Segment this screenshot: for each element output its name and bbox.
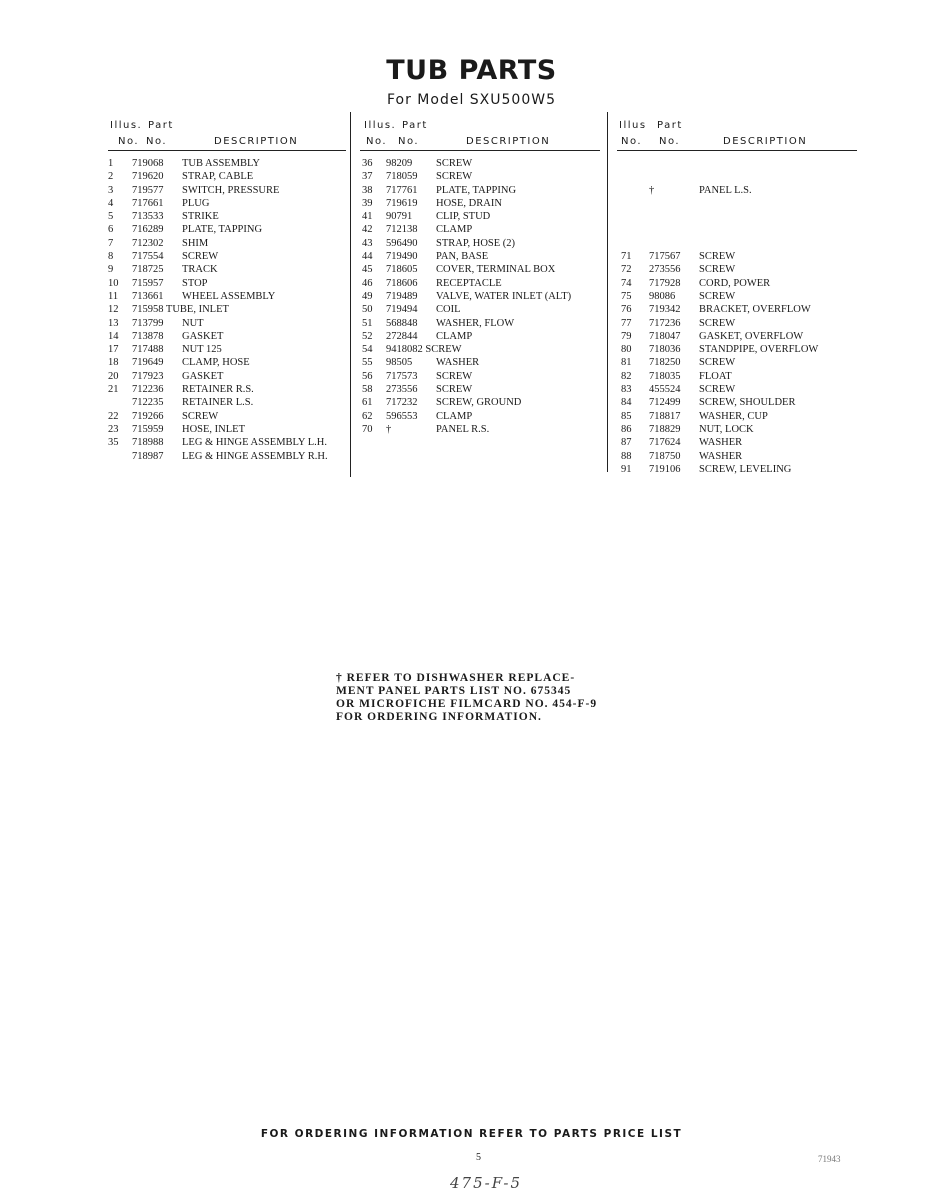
part-row — [108, 344, 346, 357]
illus-number: 20 — [108, 370, 119, 382]
part-number: 719620 — [132, 171, 164, 183]
part-row — [617, 344, 857, 357]
illus-number: 81 — [621, 357, 632, 369]
part-description: WASHER, FLOW — [436, 317, 515, 329]
part-description: COIL — [436, 304, 461, 316]
illus-number: 22 — [108, 410, 119, 422]
part-row — [360, 264, 600, 277]
illus-number: 3 — [108, 184, 114, 196]
page-number: 5 — [476, 1152, 481, 1163]
part-description: SCREW — [436, 384, 473, 396]
header-no: No. — [398, 136, 420, 147]
part-description: GASKET, OVERFLOW — [699, 330, 804, 342]
column-header — [360, 118, 600, 152]
part-row — [360, 238, 600, 251]
parts-column-1 — [108, 118, 346, 464]
part-description: SCREW — [699, 357, 736, 369]
part-number: 719619 — [386, 197, 418, 209]
part-row — [617, 251, 857, 264]
part-description: SHIM — [182, 237, 209, 249]
header-part: Part — [402, 120, 428, 131]
part-number: 719494 — [386, 304, 418, 316]
illus-number: 45 — [362, 264, 373, 276]
part-number: 718750 — [649, 450, 681, 462]
illus-number: 85 — [621, 410, 632, 422]
header-rule — [617, 150, 857, 151]
part-description: STOP — [182, 277, 208, 289]
part-number: 715959 — [132, 423, 164, 435]
footnote-line: MENT PANEL PARTS LIST NO. 675345 — [336, 685, 572, 697]
part-description: PLATE, TAPPING — [436, 184, 517, 196]
column-divider — [607, 112, 608, 472]
part-row — [360, 411, 600, 424]
part-row — [617, 437, 857, 450]
illus-number: 54 — [362, 344, 373, 356]
part-row — [108, 384, 346, 397]
replacement-panel-footnote — [336, 672, 597, 724]
part-number: 719649 — [132, 357, 164, 369]
part-number: 712138 — [386, 224, 418, 236]
part-number: 568848 — [386, 317, 418, 329]
part-row — [108, 278, 346, 291]
part-description: SCREW, LEVELING — [699, 463, 792, 475]
part-number: 718036 — [649, 344, 681, 356]
part-row — [617, 318, 857, 331]
footnote-line: FOR ORDERING INFORMATION. — [336, 711, 542, 723]
part-row — [617, 371, 857, 384]
model-subtitle: For Model SXU500W5 — [386, 92, 556, 108]
part-number: 713878 — [132, 330, 164, 342]
parts-rows — [360, 158, 600, 437]
part-number: 717488 — [132, 344, 164, 356]
parts-column-2 — [360, 118, 600, 437]
part-row — [108, 264, 346, 277]
part-row — [360, 185, 600, 198]
part-row — [617, 224, 857, 237]
part-number: 717554 — [132, 251, 164, 263]
illus-number: 21 — [108, 384, 119, 396]
part-row — [108, 291, 346, 304]
part-number: 718606 — [386, 277, 418, 289]
part-description: SCREW — [436, 171, 473, 183]
illus-number: 4 — [108, 197, 114, 209]
footnote-line: † REFER TO DISHWASHER REPLACE- — [336, 672, 576, 684]
part-row — [617, 278, 857, 291]
illus-number: 13 — [108, 317, 119, 329]
illus-number: 5 — [108, 211, 114, 223]
part-number: 596490 — [386, 237, 418, 249]
part-row — [617, 397, 857, 410]
part-number: 718829 — [649, 423, 681, 435]
illus-number: 62 — [362, 410, 373, 422]
part-description: WASHER — [699, 450, 743, 462]
part-description: FLOAT — [699, 370, 732, 382]
part-number: 98086 — [649, 290, 676, 302]
part-description: SCREW — [436, 370, 473, 382]
illus-number: 83 — [621, 384, 632, 396]
part-row — [108, 224, 346, 237]
part-row — [617, 211, 857, 224]
part-number: 718988 — [132, 437, 164, 449]
illus-number: 51 — [362, 317, 373, 329]
part-description: SWITCH, PRESSURE — [182, 184, 280, 196]
part-row — [360, 304, 600, 317]
illus-number: 23 — [108, 423, 119, 435]
part-description: VALVE, WATER INLET (ALT) — [436, 290, 572, 302]
header-no: No. — [118, 136, 140, 147]
part-number: 712499 — [649, 397, 681, 409]
part-row — [108, 158, 346, 171]
part-number: 718987 — [132, 450, 164, 462]
part-number: 718047 — [649, 330, 681, 342]
part-number: 718725 — [132, 264, 164, 276]
header-no: No. — [366, 136, 388, 147]
column-header — [617, 118, 857, 152]
part-number: 717236 — [649, 317, 681, 329]
part-description: LEG & HINGE ASSEMBLY R.H. — [182, 450, 328, 462]
part-number: 718250 — [649, 357, 681, 369]
illus-number: 37 — [362, 171, 373, 183]
illus-number: 9 — [108, 264, 114, 276]
illus-number: 46 — [362, 277, 373, 289]
illus-number: 70 — [362, 423, 373, 435]
part-row — [617, 264, 857, 277]
part-row — [108, 451, 346, 464]
part-description: GASKET — [182, 330, 224, 342]
part-row — [360, 318, 600, 331]
part-description: GASKET — [182, 370, 224, 382]
part-row — [617, 357, 857, 370]
part-row — [108, 304, 346, 317]
handwritten-note: 475-F-5 — [450, 1174, 523, 1192]
page-title: TUB PARTS — [386, 55, 557, 86]
part-description: TUB ASSEMBLY — [182, 158, 261, 169]
part-row — [108, 371, 346, 384]
illus-number: 39 — [362, 197, 373, 209]
part-number: 719342 — [649, 304, 681, 316]
part-number: 712302 — [132, 237, 164, 249]
part-row — [360, 211, 600, 224]
part-description: HOSE, DRAIN — [436, 197, 502, 209]
part-description: CLAMP — [436, 410, 473, 422]
illus-number: 10 — [108, 277, 119, 289]
illus-number: 76 — [621, 304, 632, 316]
illus-number: 74 — [621, 277, 632, 289]
part-description: NUT 125 — [182, 344, 222, 356]
illus-number: 79 — [621, 330, 632, 342]
part-number: 712236 — [132, 384, 164, 396]
illus-number: 14 — [108, 330, 119, 342]
page-code: 71943 — [818, 1154, 841, 1164]
part-description: STANDPIPE, OVERFLOW — [699, 344, 819, 356]
part-row — [617, 384, 857, 397]
illus-number: 50 — [362, 304, 373, 316]
part-row — [617, 424, 857, 437]
part-description: WASHER, CUP — [699, 410, 768, 422]
part-number: 717624 — [649, 437, 681, 449]
part-number: 719266 — [132, 410, 164, 422]
illus-number: 35 — [108, 437, 119, 449]
part-row — [617, 198, 857, 211]
part-row — [617, 158, 857, 171]
part-description: RETAINER L.S. — [182, 397, 254, 409]
part-row — [108, 397, 346, 410]
part-row — [108, 211, 346, 224]
part-description: SCREW, GROUND — [436, 397, 522, 409]
part-row — [360, 344, 600, 357]
part-row — [108, 185, 346, 198]
part-number: 90791 — [386, 211, 413, 223]
part-number: 98209 — [386, 158, 413, 169]
header-rule — [360, 150, 600, 151]
illus-number: 58 — [362, 384, 373, 396]
part-row — [360, 397, 600, 410]
part-number: † — [649, 184, 655, 196]
part-row — [108, 318, 346, 331]
part-description: CLIP, STUD — [436, 211, 491, 223]
part-description: SCREW — [699, 264, 736, 276]
part-number: 9418082 SCREW — [386, 344, 462, 356]
part-description: CLAMP — [436, 224, 473, 236]
illus-number: 77 — [621, 317, 632, 329]
part-number: 713661 — [132, 290, 164, 302]
part-description: SCREW — [699, 317, 736, 329]
header-illus: Illus — [619, 120, 647, 131]
part-row — [360, 384, 600, 397]
part-description: TRACK — [182, 264, 218, 276]
part-row — [108, 357, 346, 370]
illus-number: 12 — [108, 304, 119, 316]
part-row — [360, 158, 600, 171]
part-row — [360, 224, 600, 237]
part-description: SCREW — [699, 290, 736, 302]
part-description: SCREW — [699, 251, 736, 263]
part-description: SCREW — [436, 158, 473, 169]
illus-number: 2 — [108, 171, 114, 183]
illus-number: 84 — [621, 397, 632, 409]
parts-rows — [617, 158, 857, 477]
part-number: 717761 — [386, 184, 418, 196]
part-description: STRAP, HOSE (2) — [436, 237, 516, 249]
part-description: PLATE, TAPPING — [182, 224, 263, 236]
header-illus: Illus. — [110, 120, 143, 131]
part-row — [360, 198, 600, 211]
illus-number: 7 — [108, 237, 114, 249]
illus-number: 17 — [108, 344, 119, 356]
illus-number: 42 — [362, 224, 373, 236]
header-description: DESCRIPTION — [466, 136, 551, 147]
part-description: PANEL L.S. — [699, 184, 752, 196]
header-no: No. — [621, 136, 643, 147]
illus-number: 36 — [362, 158, 373, 169]
part-row — [617, 171, 857, 184]
part-description: COVER, TERMINAL BOX — [436, 264, 556, 276]
illus-number: 61 — [362, 397, 373, 409]
header-no: No. — [146, 136, 168, 147]
part-number: † — [386, 423, 392, 435]
part-description: SCREW, SHOULDER — [699, 397, 796, 409]
part-row — [360, 171, 600, 184]
illus-number: 11 — [108, 290, 119, 302]
part-number: 715958 TUBE, INLET — [132, 304, 229, 316]
part-number: 719068 — [132, 158, 164, 169]
ordering-footer: FOR ORDERING INFORMATION REFER TO PARTS PRICE LIST — [260, 1128, 683, 1140]
part-row — [360, 291, 600, 304]
part-description: PAN, BASE — [436, 251, 489, 263]
illus-number: 82 — [621, 370, 632, 382]
part-row — [617, 464, 857, 477]
part-row — [617, 238, 857, 251]
illus-number: 91 — [621, 463, 632, 475]
header-rule — [108, 150, 346, 151]
header-no: No. — [659, 136, 681, 147]
part-row — [108, 198, 346, 211]
part-number: 719577 — [132, 184, 164, 196]
part-row — [108, 411, 346, 424]
footnote-line: OR MICROFICHE FILMCARD NO. 454-F-9 — [336, 698, 598, 710]
part-description: STRAP, CABLE — [182, 171, 254, 183]
part-description: WASHER — [699, 437, 743, 449]
part-number: 718605 — [386, 264, 418, 276]
part-row — [617, 304, 857, 317]
part-number: 719490 — [386, 251, 418, 263]
part-row — [108, 331, 346, 344]
header-description: DESCRIPTION — [723, 136, 808, 147]
part-number: 719106 — [649, 463, 681, 475]
part-row — [617, 185, 857, 198]
illus-number: 52 — [362, 330, 373, 342]
part-row — [617, 331, 857, 344]
part-number: 717661 — [132, 197, 164, 209]
part-row — [360, 251, 600, 264]
part-number: 717567 — [649, 251, 681, 263]
part-number: 717923 — [132, 370, 164, 382]
part-description: LEG & HINGE ASSEMBLY L.H. — [182, 437, 327, 449]
column-header — [108, 118, 346, 152]
header-description: DESCRIPTION — [214, 136, 299, 147]
part-description: STRIKE — [182, 211, 219, 223]
part-number: 273556 — [386, 384, 418, 396]
illus-number: 56 — [362, 370, 373, 382]
part-number: 718817 — [649, 410, 681, 422]
part-row — [617, 411, 857, 424]
column-divider — [350, 112, 351, 477]
part-number: 98505 — [386, 357, 413, 369]
part-description: SCREW — [699, 384, 736, 396]
part-number: 718059 — [386, 171, 418, 183]
part-description: PANEL R.S. — [436, 423, 490, 435]
part-number: 273556 — [649, 264, 681, 276]
illus-number: 41 — [362, 211, 373, 223]
part-number: 717573 — [386, 370, 418, 382]
part-row — [108, 424, 346, 437]
part-row — [617, 291, 857, 304]
part-row — [108, 238, 346, 251]
part-number: 455524 — [649, 384, 681, 396]
part-number: 718035 — [649, 370, 681, 382]
part-description: WHEEL ASSEMBLY — [182, 290, 276, 302]
part-number: 713533 — [132, 211, 164, 223]
part-row — [108, 171, 346, 184]
part-row — [108, 251, 346, 264]
part-number: 717928 — [649, 277, 681, 289]
illus-number: 18 — [108, 357, 119, 369]
part-row — [360, 357, 600, 370]
part-number: 713799 — [132, 317, 164, 329]
illus-number: 49 — [362, 290, 373, 302]
illus-number: 80 — [621, 344, 632, 356]
parts-rows — [108, 158, 346, 464]
part-description: NUT — [182, 317, 204, 329]
part-row — [360, 278, 600, 291]
illus-number: 44 — [362, 251, 373, 263]
illus-number: 71 — [621, 251, 632, 263]
header-part: Part — [657, 120, 683, 131]
part-description: NUT, LOCK — [699, 423, 754, 435]
illus-number: 55 — [362, 357, 373, 369]
part-number: 272844 — [386, 330, 418, 342]
part-number: 716289 — [132, 224, 164, 236]
part-number: 596553 — [386, 410, 418, 422]
header-illus: Illus. — [364, 120, 397, 131]
illus-number: 88 — [621, 450, 632, 462]
part-row — [360, 371, 600, 384]
part-description: BRACKET, OVERFLOW — [699, 304, 811, 316]
part-description: PLUG — [182, 197, 210, 209]
part-description: SCREW — [182, 251, 219, 263]
part-description: CLAMP, HOSE — [182, 357, 250, 369]
part-row — [617, 451, 857, 464]
illus-number: 72 — [621, 264, 632, 276]
part-description: CLAMP — [436, 330, 473, 342]
part-description: HOSE, INLET — [182, 423, 245, 435]
illus-number: 87 — [621, 437, 632, 449]
illus-number: 8 — [108, 251, 114, 263]
part-number: 715957 — [132, 277, 164, 289]
part-description: RETAINER R.S. — [182, 384, 254, 396]
illus-number: 75 — [621, 290, 632, 302]
part-number: 717232 — [386, 397, 418, 409]
part-number: 719489 — [386, 290, 418, 302]
part-row — [108, 437, 346, 450]
part-description: WASHER — [436, 357, 480, 369]
part-row — [360, 424, 600, 437]
part-description: RECEPTACLE — [436, 277, 502, 289]
illus-number: 38 — [362, 184, 373, 196]
part-row — [360, 331, 600, 344]
part-number: 712235 — [132, 397, 164, 409]
part-description: CORD, POWER — [699, 277, 771, 289]
illus-number: 43 — [362, 237, 373, 249]
illus-number: 1 — [108, 158, 114, 169]
header-part: Part — [148, 120, 174, 131]
part-description: SCREW — [182, 410, 219, 422]
parts-column-3 — [617, 118, 857, 477]
illus-number: 86 — [621, 423, 632, 435]
illus-number: 6 — [108, 224, 114, 236]
